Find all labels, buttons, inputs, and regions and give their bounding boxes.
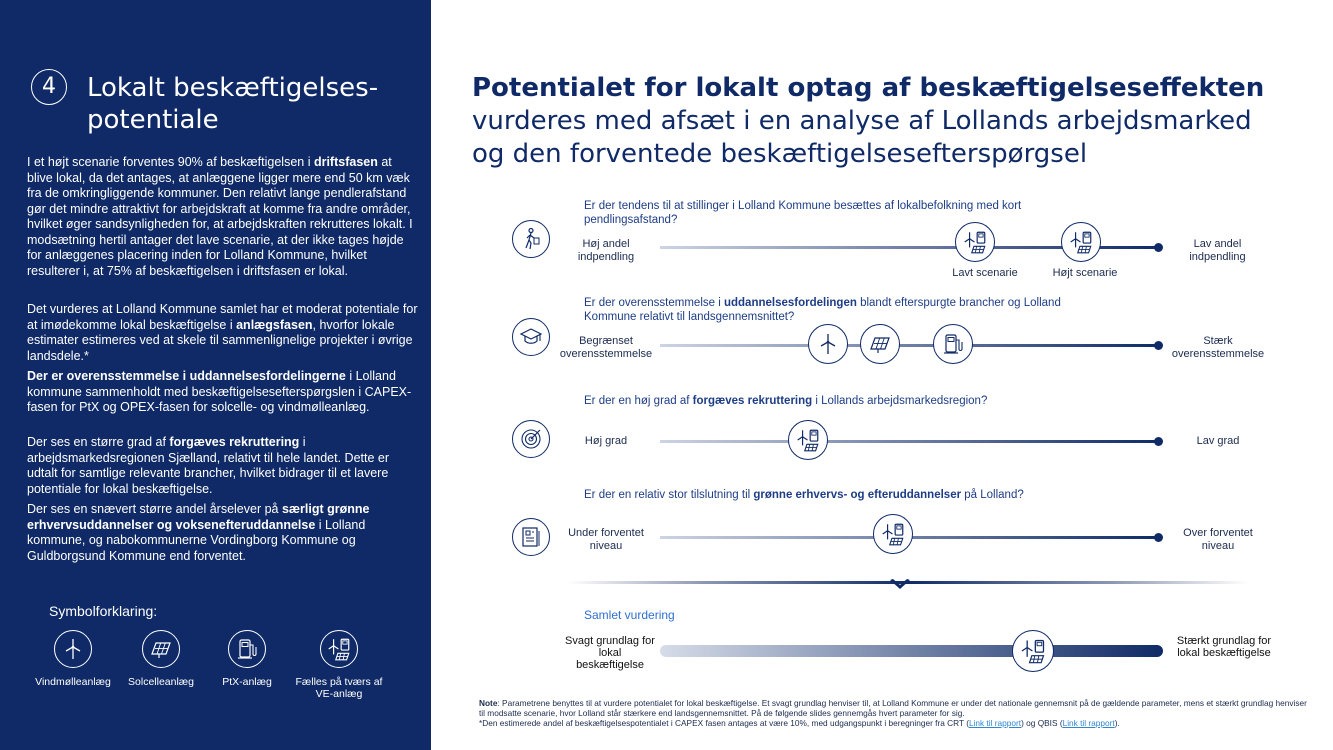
row2-marker-ptx: [933, 324, 973, 364]
paragraph-groenne-uddannelser: Der ses en snævert større andel årselever på særligt grønne erhvervsuddannelser og voksenefteruddannelse i Lolland kommune, og nabokommunerne Vordingborg Kommune og Guldborgsund Kommune end forventet.: [27, 502, 370, 563]
solar-panel-icon: [868, 332, 892, 356]
row3-track: [660, 440, 1160, 443]
row2-right-label: Stærk overensstemmelse: [1171, 335, 1265, 360]
paragraph-uddannelse: Der er overensstemmelse i uddannelsesfordelingerne i Lolland kommune sammenholdt med beskæftigelsesefterspørgslen i CAPEX-fasen for PtX og OPEX-fasen for solcelle- og vindmølleanlæg.: [27, 369, 412, 414]
question-pendling: Er der tendens til at stillinger i Lolland Kommune besættes af lokalbefolkning med kort pendlingsafstand?: [584, 200, 1022, 226]
commuter-icon: [512, 220, 550, 258]
question-rekruttering: Er der en høj grad af forgæves rekruttering i Lollands arbejdsmarkedsregion?: [584, 395, 988, 407]
document-icon: [512, 518, 550, 556]
legend-common: Fælles på tværs af VE-anlæg: [294, 630, 384, 700]
legend-ptx: PtX-anlæg: [202, 630, 292, 688]
row1-left-label: Høj andel indpendling: [577, 238, 635, 263]
crt-report-link[interactable]: Link til rapport: [968, 718, 1022, 728]
ptx-plant-icon: [235, 637, 259, 661]
ptx-plant-icon: [941, 332, 965, 356]
row4-left-label: Under forventet niveau: [568, 527, 644, 552]
row3-right-label: Lav grad: [1196, 435, 1240, 447]
chevron-down-icon: [888, 578, 912, 592]
row3-left-label: Høj grad: [584, 435, 628, 447]
common-ve-icon: [962, 229, 988, 255]
low-scenario-label: Lavt scenarie: [952, 267, 1018, 279]
row3-end-dot: [1154, 437, 1163, 446]
legend-wind: Vindmølleanlæg: [28, 630, 118, 688]
question-groenne-uddannelser: Er der en relativ stor tilslutning til grønne erhvervs- og efteruddannelser på Lolland?: [584, 489, 1024, 501]
wind-turbine-icon: [816, 332, 840, 356]
paragraph-rekruttering: Der ses en større grad af forgæves rekruttering i arbejdsmarkedsregionen Sjælland, relativt til hele landet. Dette er udtalt for samtlige relevante brancher, hvilket bidrager til et lavere potentiale for lokal beskæftigelse.: [27, 435, 389, 496]
legend-title: Symbolforklaring:: [49, 603, 158, 619]
left-panel: [0, 0, 431, 750]
section-title: Lokalt beskæftigelses- potentiale: [87, 73, 379, 135]
common-ve-icon: [880, 521, 906, 547]
common-ve-icon: [1019, 637, 1047, 665]
summary-right-label: Stærkt grundlag for lokal beskæftigelse: [1176, 635, 1272, 659]
common-ve-icon: [1068, 229, 1094, 255]
legend-solar: Solcelleanlæg: [116, 630, 206, 688]
row4-right-label: Over forventet niveau: [1183, 527, 1253, 552]
row1-right-label: Lav andel indpendling: [1189, 238, 1246, 263]
paragraph-anlaegsfase: Det vurderes at Lolland Kommune samlet har et moderat potentiale for at imødekomme lokal beskæftigelse i anlægsfasen, hvorfor lokale estimater estimeres ved at skele til sammenlignelige projekter i øvrige landsdele.*: [27, 302, 418, 363]
row2-left-label: Begrænset overensstemmelse: [559, 335, 653, 360]
row1-marker-high: [1061, 222, 1101, 262]
question-uddannelse: Er der overensstemmelse i uddannelsesfordelingen blandt efterspurgte brancher og Lolland Kommune relativt til landsgennemsnittet?: [584, 297, 1061, 323]
row2-end-dot: [1154, 341, 1163, 350]
graduation-cap-icon: [512, 318, 550, 356]
section-number-badge: 4: [31, 69, 67, 105]
wind-turbine-icon: [61, 637, 85, 661]
row3-marker: [788, 420, 828, 460]
row4-end-dot: [1154, 533, 1163, 542]
row2-marker-solar: [860, 324, 900, 364]
common-ve-icon: [795, 427, 821, 453]
paragraph-driftsfase: I et højt scenarie forventes 90% af beskæftigelsen i driftsfasen at blive lokal, da det antages, at anlæggene ligger mere end 50 km væk fra de omkringliggende kommuner. Den relativt lange pendlerafstand gør det mindre attraktivt for arbejdskraft at komme fra andre områder, hvilket øger sandsynligheden for, at arbejdskraften rekrutteres lokalt. I modsætning hertil antager det lave scenarie, at der ikke tages højde for anlæggenes placering inden for Lolland Kommune, hvilket resulterer i, at 75% af beskæftigelsen i driftsfasen er lokal.: [27, 155, 413, 278]
summary-left-label: Svagt grundlag for lokal beskæftigelse: [565, 635, 655, 671]
summary-gradient-bar: [660, 645, 1163, 657]
solar-panel-icon: [149, 637, 173, 661]
footnote: Note: Parametrene benyttes til at vurdere potentialet for lokal beskæftigelse. Et svagt grundlag henviser til, at Lolland Kommune er under det nationale gennemsnit på de gældende parameter, mens et stærkt grundlag henviser til modsatte scenarie, hvor Lolland står stærkere end landsgennemsnittet. På de følgende slides gennemgås hvert parameter for sig. *Den estimerede andel af beskæftigelsespotentialet i CAPEX fasen antages at være 10%, med udgangspunkt i beregninger fra CRT (Link til rapport) og QBIS (Link til rapport).: [479, 698, 1307, 728]
row1-marker-low: [955, 222, 995, 262]
row1-end-dot: [1154, 243, 1163, 252]
high-scenario-label: Højt scenarie: [1052, 267, 1118, 279]
qbis-report-link[interactable]: Link til rapport: [1062, 718, 1115, 728]
row2-track: [660, 344, 1160, 347]
page-headline: Potentialet for lokalt optag af beskæftigelseseffekten vurderes med afsæt i en analyse af Lollands arbejdsmarked og den forventede beskæftigelsesefterspørgsel: [472, 73, 1265, 169]
row4-marker: [873, 514, 913, 554]
row2-marker-wind: [808, 324, 848, 364]
summary-title: Samlet vurdering: [584, 608, 675, 622]
common-ve-icon: [326, 636, 352, 662]
summary-marker: [1012, 630, 1054, 672]
target-icon: [512, 420, 550, 458]
